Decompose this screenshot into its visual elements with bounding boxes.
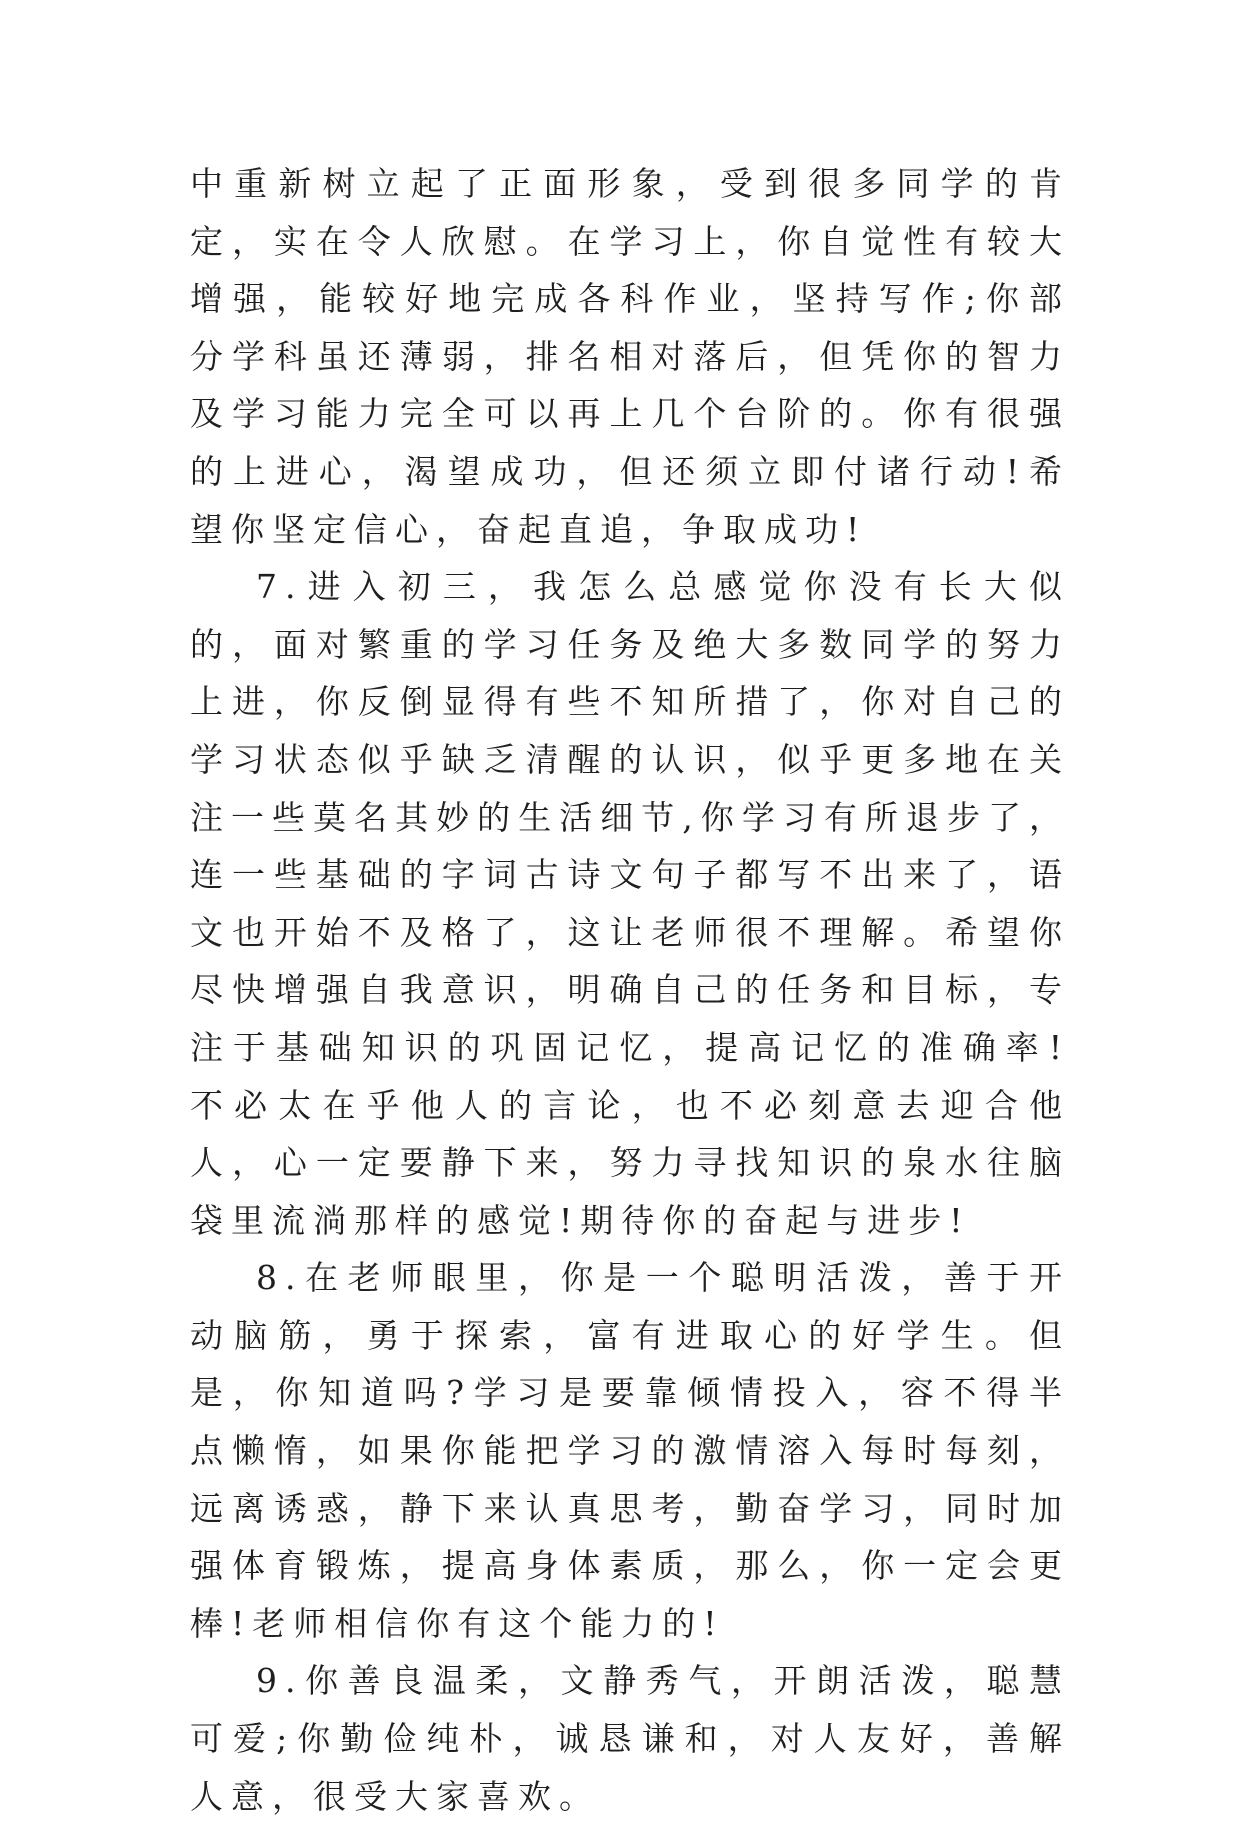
paragraph-continuation: 中重新树立起了正面形象，受到很多同学的肯定，实在令人欣慰。在学习上，你自觉性有较大增强，能较好地完成各科作业，坚持写作;你部分学科虽还薄弱，排名相对落后，但凭你的智力及学习能力完全可以再上几个台阶的。你有很强的上进心，渴望成功，但还须立即付诸行动!希望你坚定信心，奋起直追，争取成功!	[190, 164, 1070, 549]
paragraph-comment-8: 8.在老师眼里，你是一个聪明活泼，善于开动脑筋，勇于探索，富有进取心的好学生。但是，你知道吗?学习是要靠倾情投入，容不得半点懒惰，如果你能把学习的激情溶入每时每刻，远离诱惑，静下来认真思考，勤奋学习，同时加强体育锻炼，提高身体素质，那么，你一定会更棒!老师相信你有这个能力的!	[190, 1258, 1070, 1643]
document-body	[190, 155, 1070, 1825]
paragraph-comment-7: 7.进入初三，我怎么总感觉你没有长大似的，面对繁重的学习任务及绝大多数同学的努力上进，你反倒显得有些不知所措了，你对自己的学习状态似乎缺乏清醒的认识，似乎更多地在关注一些莫名其妙的生活细节,你学习有所退步了，连一些基础的字词古诗文句子都写不出来了，语文也开始不及格了，这让老师很不理解。希望你尽快增强自我意识，明确自己的任务和目标，专注于基础知识的巩固记忆，提高记忆的准确率!不必太在乎他人的言论，也不必刻意去迎合他人，心一定要静下来，努力寻找知识的泉水往脑袋里流淌那样的感觉!期待你的奋起与进步!	[190, 567, 1070, 1240]
paragraph-comment-9: 9.你善良温柔，文静秀气，开朗活泼，聪慧可爱;你勤俭纯朴，诚恳谦和，对人友好，善解人意，很受大家喜欢。	[190, 1661, 1070, 1816]
